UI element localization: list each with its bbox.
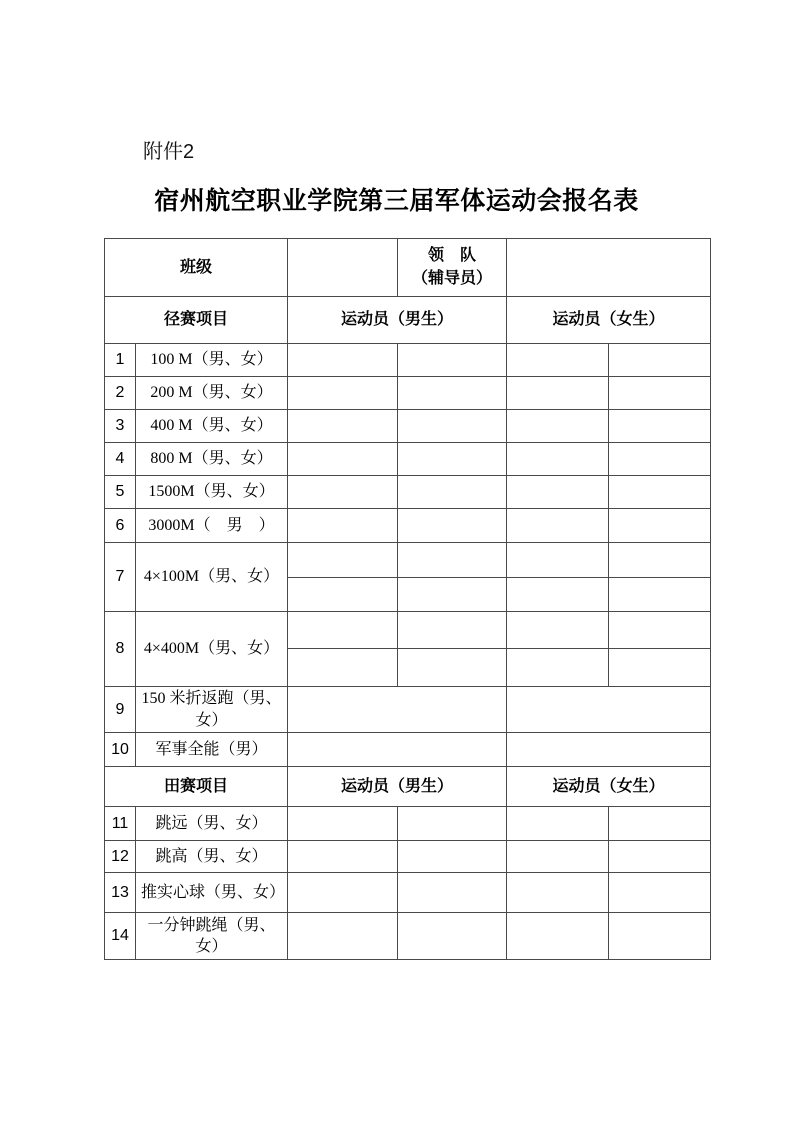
table-row (105, 913, 711, 960)
entry-cell (288, 543, 398, 578)
table-row (105, 509, 711, 543)
event-name: 3000M（ 男 ） (136, 509, 288, 543)
entry-cell (507, 476, 609, 509)
entry-cell (507, 344, 609, 377)
entry-cell (507, 543, 609, 578)
table-row (105, 410, 711, 443)
entry-cell (507, 913, 609, 960)
entry-cell (609, 612, 711, 649)
table-row (105, 543, 711, 578)
event-name: 推实心球（男、女） (136, 873, 288, 913)
table-row (105, 687, 711, 733)
table-row (105, 807, 711, 841)
event-number: 2 (105, 377, 136, 410)
leader-label-line1: 领 队 (428, 247, 477, 265)
entry-cell (288, 807, 398, 841)
entry-cell (288, 509, 398, 543)
entry-cell (507, 509, 609, 543)
entry-cell (398, 578, 507, 612)
entry-cell (288, 443, 398, 476)
event-name: 200 M（男、女） (136, 377, 288, 410)
entry-cell (507, 841, 609, 873)
event-number: 4 (105, 443, 136, 476)
entry-cell (609, 410, 711, 443)
entry-cell (288, 733, 507, 767)
entry-cell (507, 873, 609, 913)
entry-cell (398, 543, 507, 578)
event-number: 10 (105, 733, 136, 767)
entry-cell (507, 239, 711, 297)
table-row (105, 344, 711, 377)
event-name: 4×400M（男、女） (136, 612, 288, 687)
athletes-male-header: 运动员（男生） (288, 297, 507, 344)
entry-cell (398, 913, 507, 960)
event-number: 1 (105, 344, 136, 377)
table-row (105, 476, 711, 509)
entry-cell (398, 509, 507, 543)
table-row (105, 733, 711, 767)
entry-cell (609, 873, 711, 913)
entry-cell (288, 476, 398, 509)
entry-cell (288, 410, 398, 443)
entry-cell (288, 239, 398, 297)
event-name: 100 M（男、女） (136, 344, 288, 377)
event-name: 跳远（男、女） (136, 807, 288, 841)
table-row (105, 377, 711, 410)
table-row (105, 443, 711, 476)
entry-cell (609, 509, 711, 543)
entry-cell (507, 807, 609, 841)
entry-cell (288, 913, 398, 960)
event-name: 400 M（男、女） (136, 410, 288, 443)
table-row (105, 297, 711, 344)
entry-cell (288, 687, 507, 733)
table-row (105, 841, 711, 873)
event-number: 14 (105, 913, 136, 960)
entry-cell (507, 578, 609, 612)
entry-cell (609, 344, 711, 377)
event-number: 9 (105, 687, 136, 733)
entry-cell (507, 649, 609, 687)
entry-cell (288, 578, 398, 612)
entry-cell (398, 410, 507, 443)
entry-cell (398, 807, 507, 841)
entry-cell (288, 612, 398, 649)
event-number: 12 (105, 841, 136, 873)
entry-cell (288, 649, 398, 687)
entry-cell (609, 476, 711, 509)
entry-cell (398, 476, 507, 509)
leader-label (398, 239, 507, 297)
event-name: 军事全能（男） (136, 733, 288, 767)
entry-cell (609, 649, 711, 687)
entry-cell (398, 649, 507, 687)
table-row (105, 767, 711, 807)
page-title: 宿州航空职业学院第三届军体运动会报名表 (154, 188, 639, 215)
event-number: 13 (105, 873, 136, 913)
track-section-label: 径赛项目 (105, 297, 288, 344)
event-number: 8 (105, 612, 136, 687)
event-name: 1500M（男、女） (136, 476, 288, 509)
table-row (105, 612, 711, 649)
entry-cell (507, 612, 609, 649)
entry-cell (609, 543, 711, 578)
entry-cell (288, 377, 398, 410)
table-row (105, 239, 711, 297)
athletes-female-header: 运动员（女生） (507, 297, 711, 344)
entry-cell (288, 873, 398, 913)
class-label: 班级 (105, 239, 288, 297)
event-number: 3 (105, 410, 136, 443)
entry-cell (398, 443, 507, 476)
entry-cell (288, 841, 398, 873)
table-row (105, 873, 711, 913)
entry-cell (609, 443, 711, 476)
entry-cell (288, 344, 398, 377)
leader-label-line2: （辅导员） (412, 269, 493, 287)
entry-cell (507, 410, 609, 443)
entry-cell (398, 873, 507, 913)
athletes-male-header: 运动员（男生） (288, 767, 507, 807)
event-name: 800 M（男、女） (136, 443, 288, 476)
event-number: 7 (105, 543, 136, 612)
event-name: 一分钟跳绳（男、女） (136, 913, 288, 960)
entry-cell (507, 687, 711, 733)
entry-cell (398, 841, 507, 873)
event-number: 6 (105, 509, 136, 543)
event-number: 11 (105, 807, 136, 841)
event-number: 5 (105, 476, 136, 509)
entry-cell (398, 344, 507, 377)
entry-cell (609, 377, 711, 410)
entry-cell (507, 443, 609, 476)
entry-cell (609, 807, 711, 841)
entry-cell (398, 612, 507, 649)
entry-cell (609, 913, 711, 960)
entry-cell (398, 377, 507, 410)
entry-cell (507, 733, 711, 767)
entry-cell (609, 578, 711, 612)
event-name: 跳高（男、女） (136, 841, 288, 873)
field-section-label: 田赛项目 (105, 767, 288, 807)
event-name: 150 米折返跑（男、女） (136, 687, 288, 733)
entry-cell (507, 377, 609, 410)
entry-cell (609, 841, 711, 873)
athletes-female-header: 运动员（女生） (507, 767, 711, 807)
event-name: 4×100M（男、女） (136, 543, 288, 612)
registration-table (104, 238, 711, 960)
attachment-label: 附件2 (143, 141, 195, 163)
